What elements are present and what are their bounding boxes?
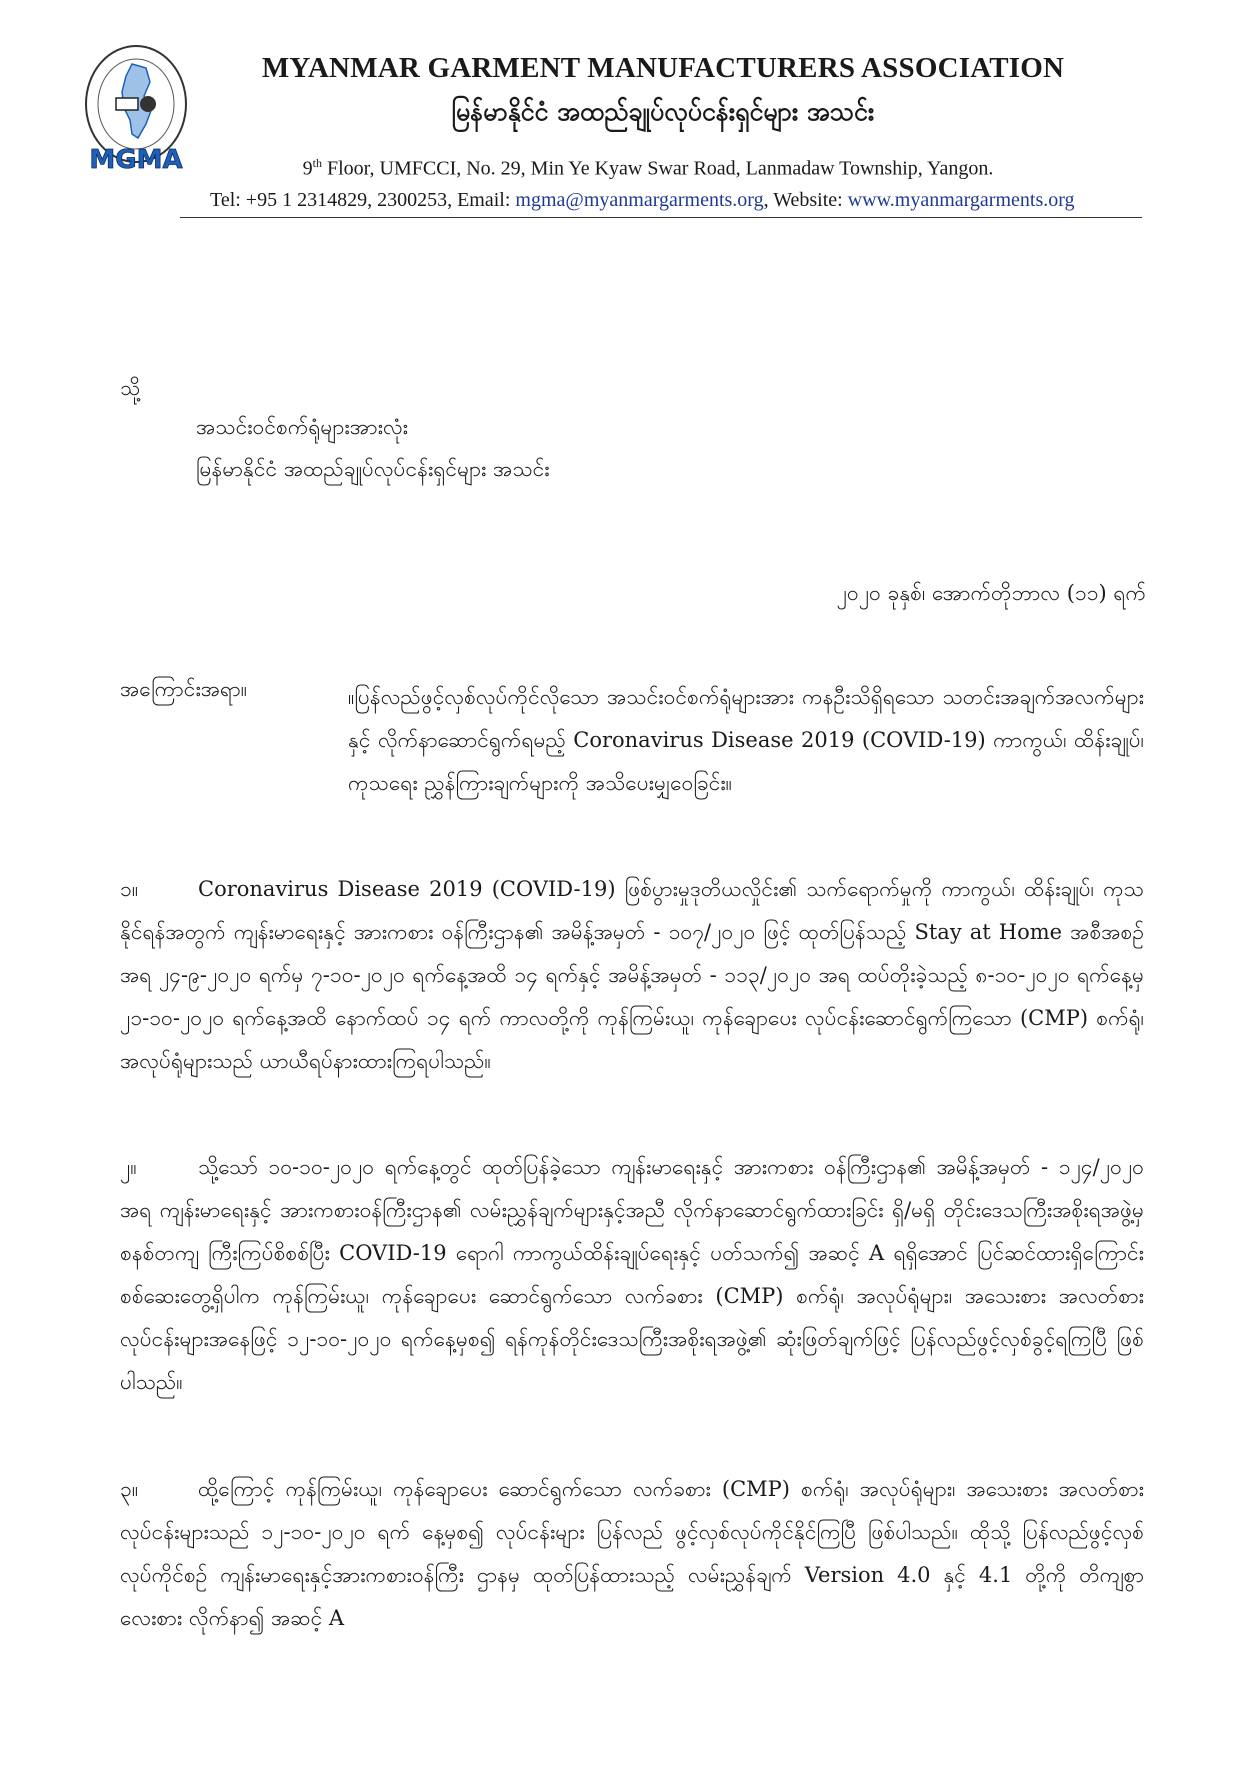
org-address	[268, 156, 1028, 181]
letterhead-divider	[180, 217, 1142, 218]
recipient-to-label: သို့	[120, 376, 141, 400]
paragraph-number: ၂။	[120, 1155, 137, 1179]
paragraph-text: Coronavirus Disease 2019 (COVID-19) ဖြစ်ပွားမှုဒုတိယလှိုင်း၏ သက်ရောက်မှုကို ကာကွယ်၊ ထိန်းချုပ်၊ ကုသနိုင်ရန်အတွက် ကျန်းမာရေးနှင့် အားကစား ဝန်ကြီးဌာန၏ အမိန့်အမှတ် - ၁၀၇/၂၀၂၀ ဖြင့် ထုတ်ပြန်သည့် Stay at Home အစီအစဉ်အရ ၂၄-၉-၂၀၂၀ ရက်မှ ၇-၁၀-၂၀၂၀ ရက်နေ့အထိ ၁၄ ရက်နှင့် အမိန့်အမှတ် - ၁၁၃/၂၀၂၀ အရ ထပ်တိုးခဲ့သည့် ၈-၁၀-၂၀၂၀ ရက်နေ့မှ ၂၁-၁၀-၂၀၂၀ ရက်နေ့အထိ နောက်ထပ် ၁၄ ရက် ကာလတို့ကို ကုန်ကြမ်းယူ၊ ကုန်ချောပေး လုပ်ငန်းဆောင်ရွက်ကြသော (CMP) စက်ရုံ၊ အလုပ်ရုံများသည် ယာယီရပ်နားထားကြရပါသည်။	[120, 877, 1144, 1073]
logo-sewing-machine	[116, 98, 138, 110]
address-floor-suffix: th	[312, 156, 322, 170]
address-floor: 9	[302, 157, 313, 180]
paragraph-1	[120, 868, 1144, 1083]
paragraph-text: သို့သော် ၁၀-၁၀-၂၀၂၀ ရက်နေ့တွင် ထုတ်ပြန်ခဲ့သော ကျန်းမာရေးနှင့် အားကစား ဝန်ကြီးဌာန၏ အမိန့်အမှတ် - ၁၂၄/၂၀၂၀ အရ ကျန်းမာရေးနှင့် အားကစားဝန်ကြီးဌာန၏ လမ်းညွှန်ချက်များနှင့်အညီ လိုက်နာဆောင်ရွက်ထားခြင်း ရှိ/မရှိ တိုင်းဒေသကြီးအစိုးရအဖွဲ့မှ စနစ်တကျ ကြီးကြပ်စိစစ်ပြီး COVID-19 ရောဂါ ကာကွယ်ထိန်းချုပ်ရေးနှင့် ပတ်သက်၍ အဆင့် A ရရှိအောင် ပြင်ဆင်ထားရှိကြောင်း စစ်ဆေးတွေ့ရှိပါက ကုန်ကြမ်းယူ၊ ကုန်ချောပေး ဆောင်ရွက်သော လက်ခစား (CMP) စက်ရုံ၊ အလုပ်ရုံများ၊ အသေးစား အလတ်စားလုပ်ငန်းများအနေဖြင့် ၁၂-၁၀-၂၀၂၀ ရက်နေ့မှစ၍ ရန်ကုန်တိုင်းဒေသကြီးအစိုးရအဖွဲ့၏ ဆုံးဖြတ်ချက်ဖြင့် ပြန်လည်ဖွင့်လှစ်ခွင့်ရကြပြီ ဖြစ်ပါသည်။	[120, 1155, 1144, 1394]
subject-text: ။ပြန်လည်ဖွင့်လှစ်လုပ်ကိုင်လိုသော အသင်းဝင်စက်ရုံများအား ကနဦးသိရှိရသော သတင်းအချက်အလက်များနှင့် လိုက်နာဆောင်ရွက်ရမည့် Coronavirus Disease 2019 (COVID-19) ကာကွယ်၊ ထိန်းချုပ်၊ ကုသရေး ညွှန်ကြားချက်များကို အသိပေးမျှဝေခြင်း။	[348, 685, 1144, 795]
logo-spool	[140, 96, 156, 112]
letter-date: ၂၀၂၀ ခုနှစ်၊ အောက်တိုဘာလ (၁၁) ရက်	[836, 581, 1146, 605]
email-link[interactable]: mgma@myanmargarments.org	[515, 189, 764, 211]
paragraph-number: ၃။	[120, 1477, 139, 1501]
paragraph-3	[120, 1468, 1144, 1640]
paragraph-number: ၁။	[120, 877, 139, 901]
address-rest: Floor, UMFCCI, No. 29, Min Ye Kyaw Swar Road, Lanmadaw Township, Yangon.	[322, 157, 994, 180]
org-contact	[210, 189, 1150, 212]
logo-text: MGMA	[89, 145, 183, 175]
contact-tel: Tel: +95 1 2314829, 2300253, Email:	[210, 189, 516, 211]
recipient-line-1: အသင်းဝင်စက်ရုံများအားလုံး	[196, 415, 408, 439]
subject-label: အကြောင်းအရာ။	[120, 677, 248, 701]
website-link[interactable]: www.myanmargarments.org	[847, 189, 1075, 211]
paragraph-2	[120, 1146, 1144, 1404]
org-name-myanmar: မြန်မာနိုင်ငံ အထည်ချုပ်လုပ်ငန်းရှင်များ အသင်း	[451, 97, 875, 126]
mgma-logo	[80, 42, 192, 182]
paragraph-text: ထို့ကြောင့် ကုန်ကြမ်းယူ၊ ကုန်ချောပေး ဆောင်ရွက်သော လက်ခစား (CMP) စက်ရုံ၊ အလုပ်ရုံများ၊ အသေးစား အလတ်စားလုပ်ငန်းများသည် ၁၂-၁၀-၂၀၂၀ ရက် နေ့မှစ၍ လုပ်ငန်းများ ပြန်လည် ဖွင့်လှစ်လုပ်ကိုင်နိုင်ကြပြီ ဖြစ်ပါသည်။ ထိုသို့ ပြန်လည်ဖွင့်လှစ်လုပ်ကိုင်စဉ် ကျန်းမာရေးနှင့်အားကစားဝန်ကြီး ဌာနမှ ထုတ်ပြန်ထားသည့် လမ်းညွှန်ချက် Version 4.0 နှင့် 4.1 တို့ကို တိကျစွာ လေးစား လိုက်နာ၍ အဆင့် A	[120, 1477, 1144, 1630]
recipient-line-2: မြန်မာနိုင်ငံ အထည်ချုပ်လုပ်ငန်းရှင်များ အသင်း	[196, 457, 550, 481]
website-label: , Website:	[763, 189, 848, 211]
org-name-english: MYANMAR GARMENT MANUFACTURERS ASSOCIATION	[261, 52, 1065, 84]
